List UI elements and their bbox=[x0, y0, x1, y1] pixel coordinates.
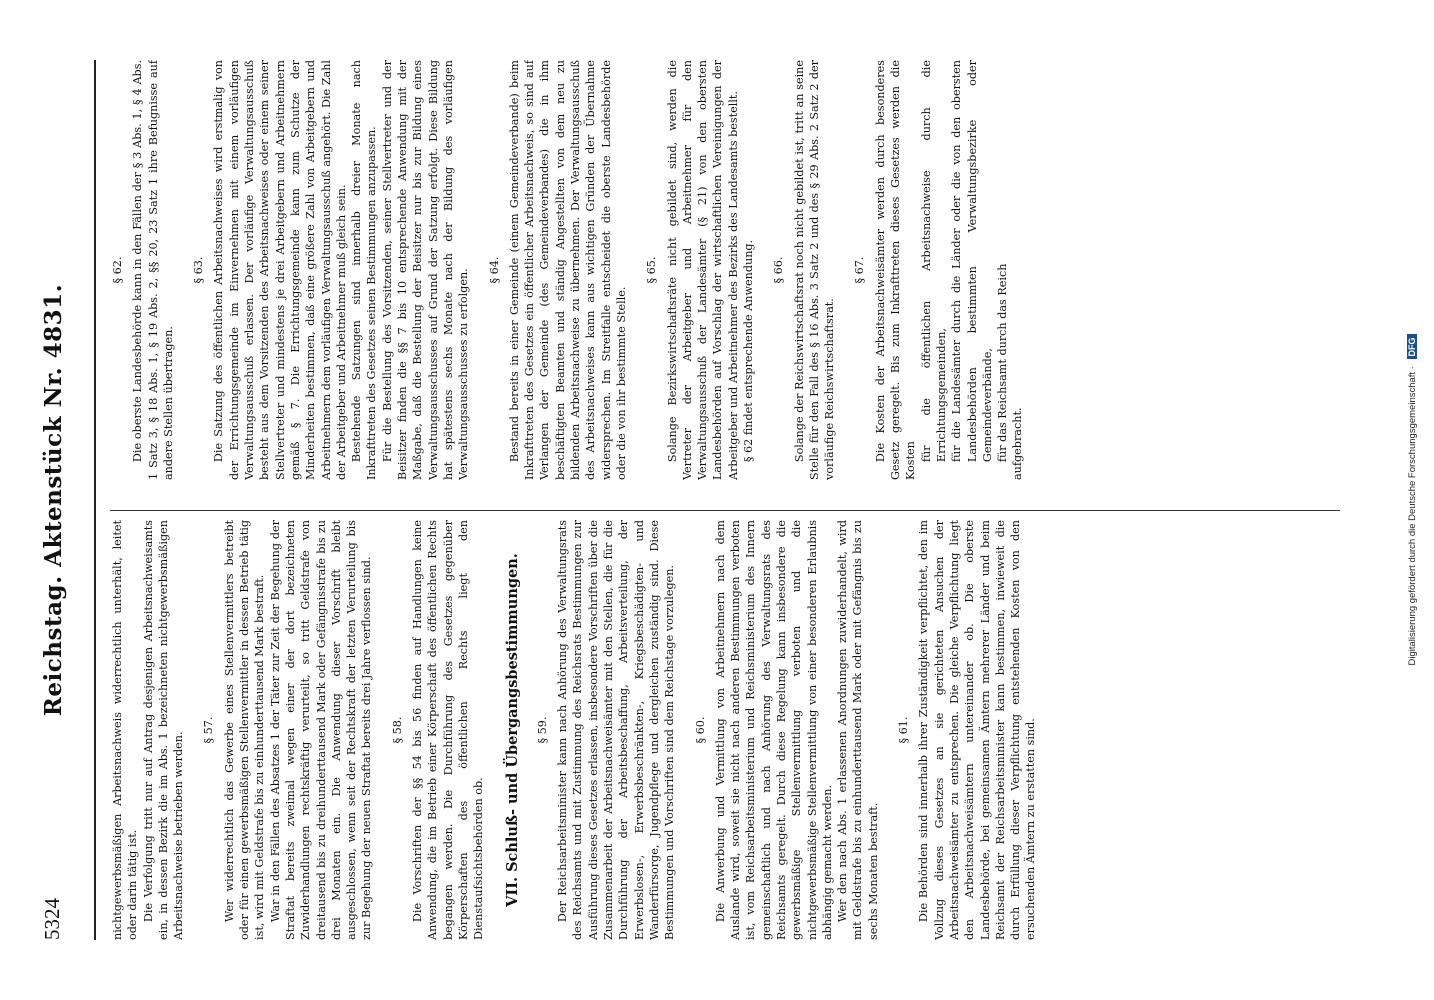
paragraph: Die oberste Landesbehörde kann in den Fällen der § 3 Abs. 1, § 4 Abs. 1 Satz 3, § 18 Abs. 1, § 19 Abs. 2, §§ 20, 23 Satz 1 ihre Befugnisse auf andere Stellen übertragen. bbox=[131, 60, 175, 480]
funding-text: Digitalisierung gefördert durch die Deutsche Forschungsgemeinschaft bbox=[1407, 371, 1418, 666]
section-heading: § 57. bbox=[202, 716, 216, 744]
paragraph-end: aufgebracht. bbox=[1011, 407, 1025, 480]
paragraph: Bestehende Satzungen sind innerhalb dreier Monate nach Inkrafttreten des Gesetzes seinen Bestimmungen anzupassen. bbox=[350, 60, 379, 480]
paragraph: Wer den nach Abs. 1 erlassenen Anordnungen zuwiderhandelt, wird mit Geldstrafe bis zu einhunderttausend Mark oder mit Gefängnis bis zu sechs Monaten bestraft. bbox=[836, 520, 880, 940]
header-rule bbox=[94, 60, 96, 940]
list-item: für die öffentlichen Arbeitsnachweise durch die Errichtungsgemeinden, bbox=[919, 60, 948, 463]
paragraph: Die Verfolgung tritt nur auf Antrag desjenigen Arbeitsnachweisamts ein, in dessen Bezirk die im Abs. 1 bezeichneten nichtgewerbsmäßigen Arbeitsnachweise betrieben werden. bbox=[141, 520, 186, 940]
page-number: 5324 bbox=[40, 898, 64, 940]
section-heading: § 65. bbox=[645, 256, 659, 284]
section-heading: § 63. bbox=[192, 256, 206, 284]
section-heading: § 66. bbox=[772, 256, 786, 284]
dfg-logo: DFG bbox=[1407, 334, 1417, 359]
paragraph: § 62 findet entsprechende Anwendung. bbox=[741, 239, 755, 463]
left-column bbox=[110, 520, 1346, 940]
paragraph: War in den Fällen des Absatzes 1 der Täter zur Zeit der Begehung der Straftat bereits zweimal wegen einer der dort bezeichneten Zuwiderhandlungen rechtskräftig verurteilt, so tritt Geldstrafe von dreitausend bis zu dreihunderttausend Mark oder Gefängnisstrafe bis zu drei Monaten ein. Die Anwendung dieser Vorschrift bleibt ausgeschlossen, wenn seit der Rechtskraft der letzten Verurteilung bis zur Begehung der neuen Straftat bereits drei Jahre verflossen sind. bbox=[268, 520, 374, 940]
column-divider bbox=[110, 510, 1340, 511]
list-item: für die Landesämter durch die Länder oder die von den obersten Landesbehörden bestimmten Verwaltungsbezirke oder Gemeindeverbände, bbox=[950, 60, 994, 463]
list-item: für das Reichsamt durch das Reich bbox=[996, 263, 1010, 463]
paragraph: Die Behörden sind innerhalb ihrer Zuständigkeit verpflichtet, den im Vollzug dieses Gesetzes an sie gerichteten Ansuchen der Arbeitsnachweisämter zu entsprechen. Die gleiche Verpflichtung liegt den Arbeitsnachweisämtern untereinander ob. Die oberste Landesbehörde, bei gemeinsamen Ämtern mehrerer Länder und beim Reichsamt der Reichsarbeitsminister kann bestimmen, inwieweit die durch Erfüllung dieser Verpflichtung entstehenden Kosten von den ersuchenden Ämtern zu erstatten sind. bbox=[917, 520, 1038, 940]
right-column bbox=[110, 60, 1346, 480]
page-title: Reichstag. Aktenstück Nr. 4831. bbox=[40, 283, 67, 717]
paragraph: Der Reichsarbeitsminister kann nach Anhörung des Verwaltungsrats des Reichsamts und mit Zustimmung des Reichsrats Bestimmungen zur Ausführung dieses Gesetzes erlassen, insbesondere Vorschriften über die Zusammenarbeit der Arbeitsnachweisämter mit den Stellen, die für die Durchführung der Arbeitsbeschaffung, Arbeitsverteilung, der Erwerbslosen-, Erwerbsbeschränkten-, Kriegsbeschädigten- und Wanderfürsorge, Jugendpflege und dergleichen zuständig sind. Diese Bestimmungen und Vorschriften sind dem Reichstage vorzulegen. bbox=[556, 520, 677, 940]
section-heading: § 60. bbox=[693, 716, 707, 744]
section-heading: § 59. bbox=[535, 716, 549, 744]
paragraph: Wer widerrechtlich das Gewerbe eines Stellenvermittlers betreibt oder für einen gewerbsmäßigen Stellenvermittler in dessen Betrieb tätig ist, wird mit Geldstrafe bis zu einhunderttausend Mark bestraft. bbox=[222, 520, 267, 940]
chapter-heading: VII. Schluß- und Übergangsbestimmungen. bbox=[503, 553, 521, 907]
paragraph: Für die Bestellung des Vorsitzenden, seiner Stellvertreter und der Beisitzer finden die §§ 7 bis 10 entsprechende Anwendung mit der Maßgabe, daß die Bestellung der Beisitzer nur bis zur Bildung eines Verwaltungsausschusses auf Grund der Satzung erfolgt. Diese Bildung hat spätestens sechs Monate nach der Bildung des vorläufigen Verwaltungsausschusses zu erfolgen. bbox=[380, 60, 471, 480]
paragraph: Solange der Reichswirtschaftsrat noch nicht gebildet ist, tritt an seine Stelle für den Fall des § 16 Abs. 3 Satz 2 und des § 29 Abs. 2 Satz 2 der vorläufige Reichswirtschaftsrat. bbox=[792, 60, 837, 480]
section-heading: § 67. bbox=[853, 256, 867, 284]
section-heading: § 62. bbox=[111, 256, 124, 284]
paragraph: Die Kosten der Arbeitsnachweisämter werden durch besonderes Gesetz geregelt. Bis zum Inkrafttreten dieses Gesetzes werden die Kosten bbox=[873, 60, 918, 480]
section-heading: § 58. bbox=[390, 716, 404, 744]
funding-note: Digitalisierung gefördert durch die Deutsche Forschungsgemeinschaft · DFG bbox=[1407, 5, 1427, 995]
paragraph: Bestand bereits in einer Gemeinde (einem Gemeindeverbande) beim Inkrafttreten des Gesetzes ein öffentlicher Arbeitsnachweis, so sind auf Verlangen der Gemeinde (des Gemeindeverbandes) die in ihm beschäftigten Beamten und ständig Angestellten von dem neu zu bildenden Arbeitsnachweise zu übernehmen. Der Verwaltungsausschuß des Arbeitsnachweises kann aus wichtigen Gründen der Übernahme widersprechen. Im Streitfalle entscheidet die oberste Landesbehörde oder die von ihr bestimmte Stelle. bbox=[507, 60, 628, 480]
paragraph: Die Anwerbung und Vermittlung von Arbeitnehmern nach dem Auslande wird, soweit sie nicht nach anderen Bestimmungen verboten ist, vom Reichsarbeitsministerium und Reichsministerium des Innern gemeinschaftlich und nach Anhörung des Verwaltungsrats des Reichsamts geregelt. Durch diese Regelung kann insbesondere die gewerbsmäßige Stellenvermittlung verboten und die nichtgewerbsmäßige Stellenvermittlung von einer besonderen Erlaubnis abhängig gemacht werden. bbox=[713, 520, 834, 940]
paragraph: Solange Bezirkswirtschaftsräte nicht gebildet sind, werden die Vertreter der Arbeitgeber und Arbeitnehmer für den Verwaltungsausschuß der Landesämter (§ 21) von den obersten Landesbehörden auf Vorschlag der wirtschaftlichen Vereinigungen der Arbeitgeber und Arbeitnehmer des Bezirks des Landesamts bestellt. bbox=[665, 60, 740, 480]
paragraph: Die Satzung des öffentlichen Arbeitsnachweises wird erstmalig von der Errichtungsgemeinde im Einvernehmen mit einem vorläufigen Verwaltungsausschuß erlassen. Der vorläufige Verwaltungsausschuß besteht aus dem Vorsitzenden des Arbeitsnachweises oder einem seiner Stellvertreter und mindestens je drei Arbeitgebern und Arbeitnehmern gemäß § 7. Die Errichtungsgemeinde kann zum Schutze der Minderheiten bestimmen, daß eine größere Zahl von Arbeitgebern und Arbeitnehmern dem vorläufigen Verwaltungsausschuß angehört. Die Zahl der Arbeitgeber und Arbeitnehmer muß gleich sein. bbox=[212, 60, 348, 480]
paragraph: nichtgewerbsmäßigen Arbeitsnachweis widerrechtlich unterhält, leitet oder darin tätig ist. bbox=[111, 520, 140, 940]
section-heading: § 61. bbox=[897, 716, 911, 744]
paragraph: Die Vorschriften der §§ 54 bis 56 finden auf Handlungen keine Anwendung, die im Betrieb einer Körperschaft des öffentlichen Rechts begangen werden. Die Durchführung des Gesetzes gegenüber Körperschaften des öffentlichen Rechts liegt den Dienstaufsichtsbehörden ob. bbox=[411, 520, 486, 940]
page-header bbox=[40, 60, 80, 940]
section-heading: § 64. bbox=[487, 256, 501, 284]
